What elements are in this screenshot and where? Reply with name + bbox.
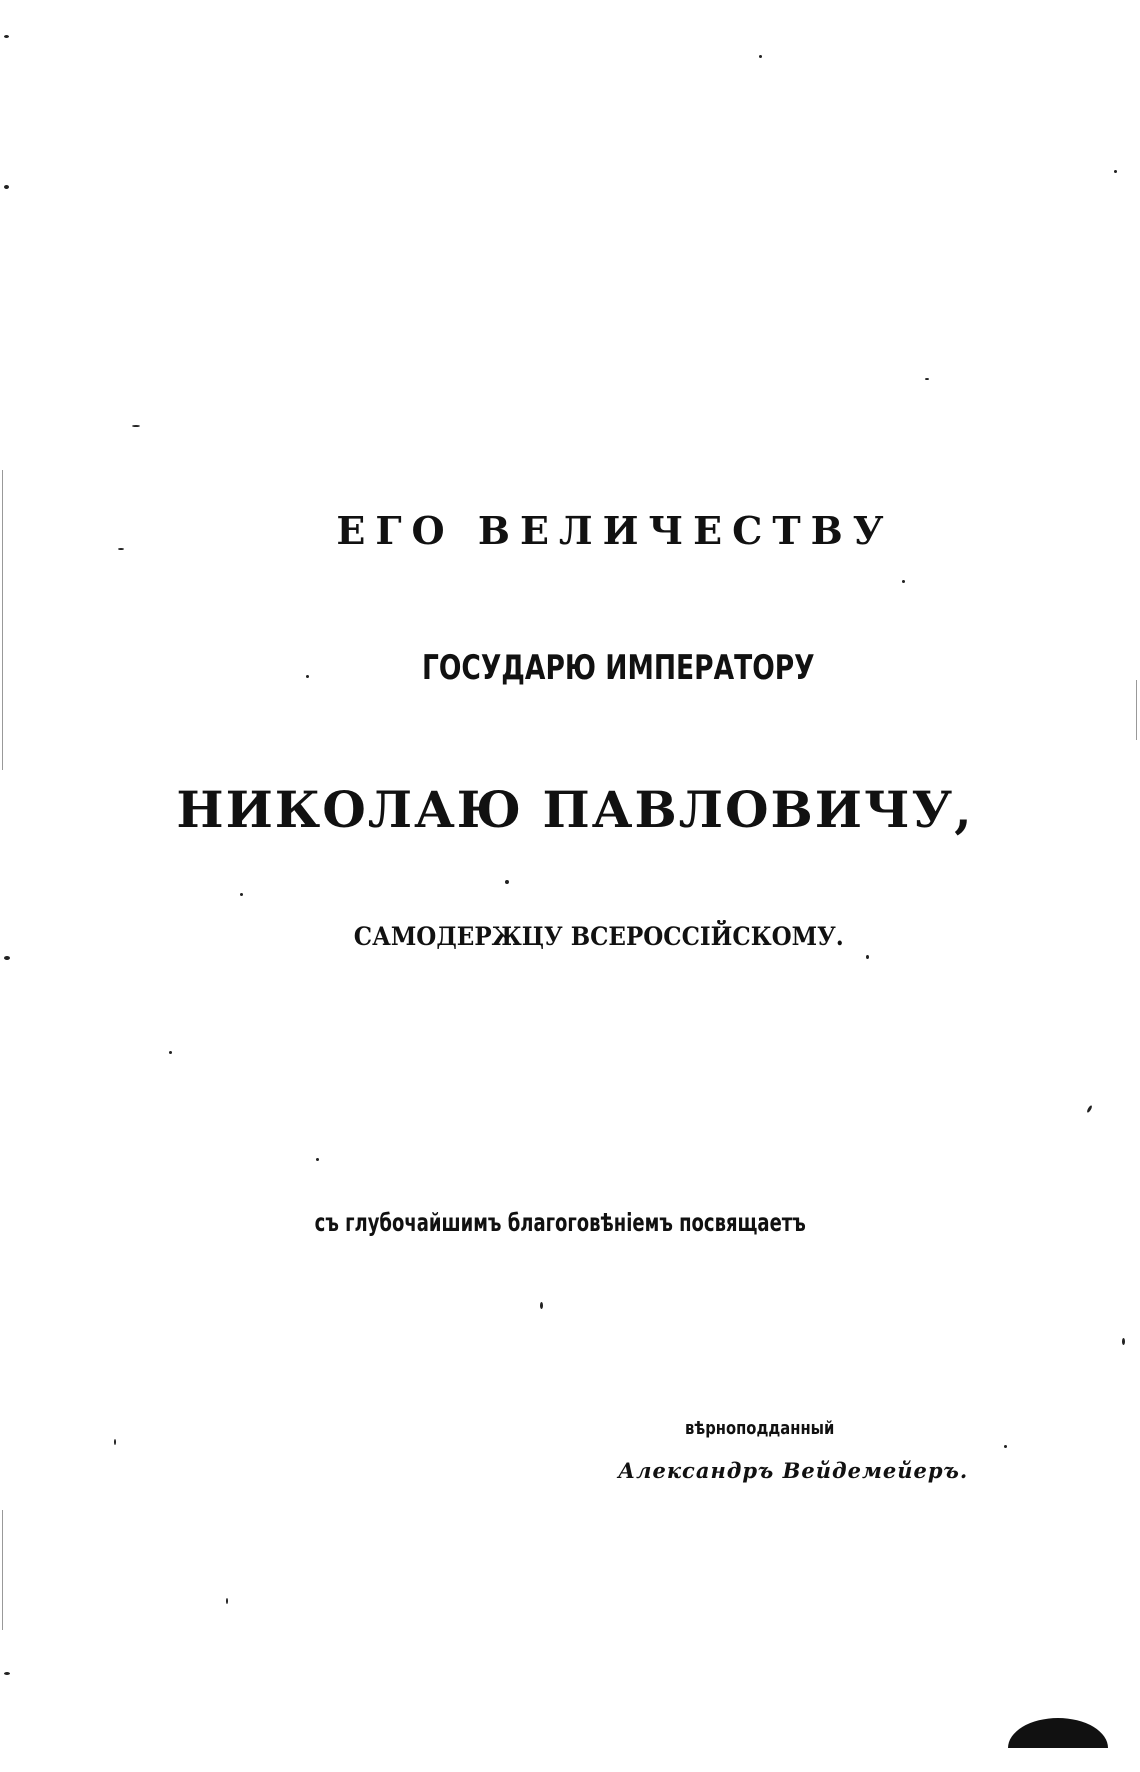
scan-speck (866, 955, 869, 959)
scan-speck (505, 880, 509, 884)
scan-speck (925, 378, 929, 380)
scan-speck (132, 425, 140, 427)
scan-speck (1004, 1445, 1007, 1448)
scan-speck (240, 893, 243, 896)
dedication-line-2: ГОСУДАРЮ ИМПЕРАТОРУ (421, 648, 815, 688)
dedication-line-1: ЕГО ВЕЛИЧЕСТВУ (336, 508, 894, 553)
dedication-line-4: САМОДЕРЖЦУ ВСЕРОССІЙСКОМУ. (353, 922, 844, 951)
dedication-line-5: съ глубочайшимъ благоговѣніемъ посвящаетъ (314, 1208, 806, 1237)
scan-speck (118, 548, 124, 550)
scan-speck (1086, 1105, 1093, 1113)
scan-speck (114, 1439, 116, 1445)
scan-speck (226, 1598, 228, 1604)
scan-speck (902, 580, 905, 583)
scan-edge-mark (2, 470, 3, 770)
ink-blot (1008, 1718, 1108, 1748)
scan-edge-mark (1136, 680, 1137, 740)
dedication-line-3: НИКОЛАЮ ПАВЛОВИЧУ, (176, 780, 974, 839)
scan-speck (1114, 170, 1117, 173)
signature-title: вѣрноподданный (685, 1418, 835, 1439)
scan-edge-mark (2, 1510, 3, 1630)
scan-speck (4, 185, 9, 189)
scan-speck (4, 956, 10, 960)
scan-speck (4, 1672, 10, 1675)
scan-speck (4, 35, 9, 38)
signature-name: Александръ Вейдемейеръ. (618, 1458, 969, 1483)
scan-speck (1122, 1338, 1125, 1345)
scan-speck (316, 1158, 319, 1161)
scan-speck (169, 1051, 172, 1054)
scan-speck (759, 55, 762, 58)
scan-speck (540, 1302, 543, 1309)
scan-speck (306, 675, 309, 678)
